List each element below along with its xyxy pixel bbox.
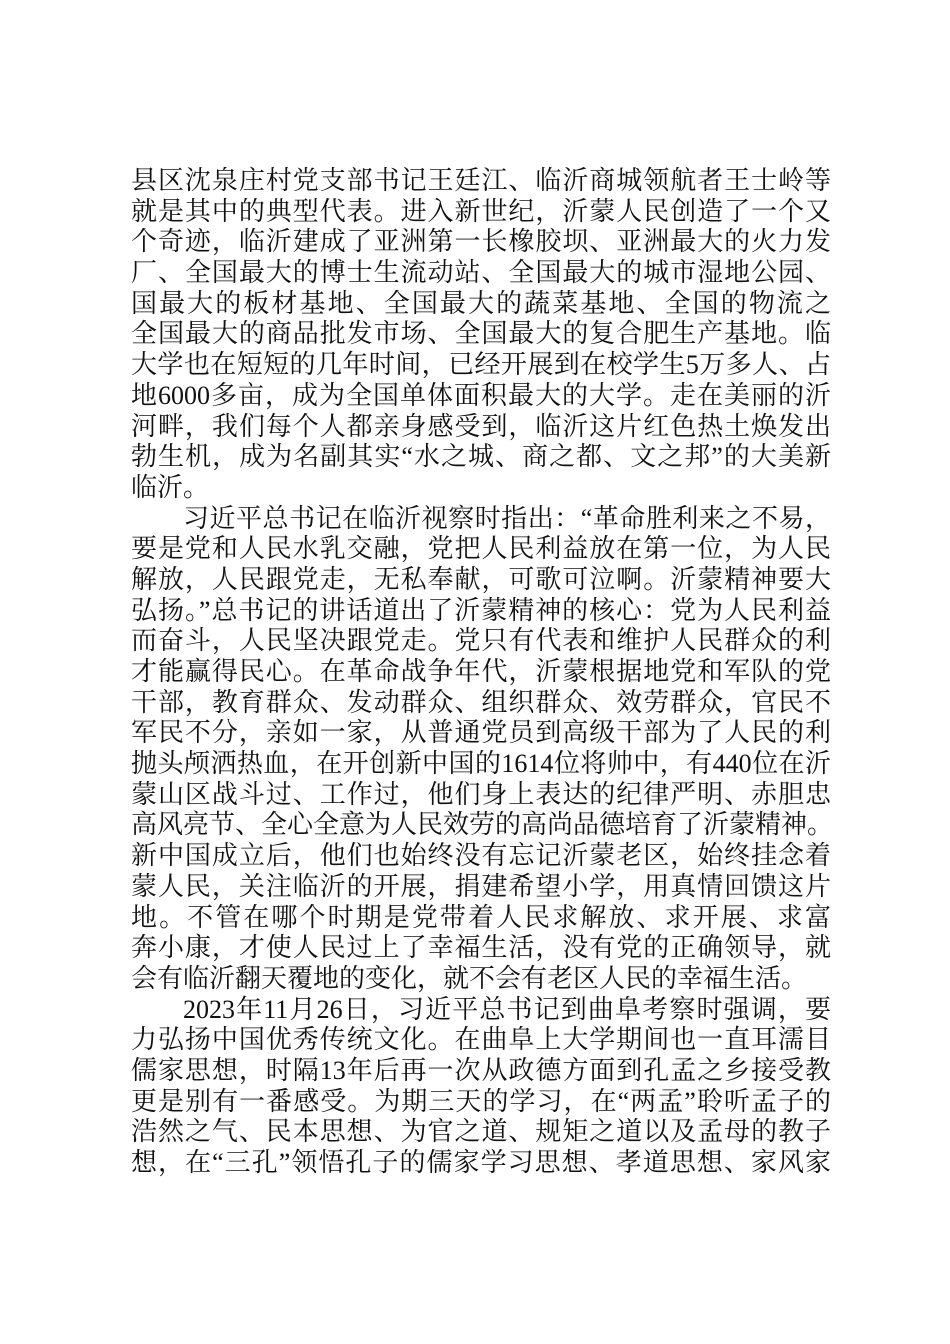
text-line: 解放，人民跟党走，无私奉献，可歌可泣啊。沂蒙精神要大 — [131, 564, 831, 594]
paragraph — [131, 166, 831, 504]
text-line: 地。不管在哪个时期是党带着人民求解放、求开展、求富 — [131, 902, 831, 932]
text-line: 就是其中的典型代表。进入新世纪，沂蒙人民创造了一个又 — [131, 196, 831, 226]
text-line: 干部，教育群众、发动群众、组织群众、效劳群众，官民不 — [131, 687, 831, 717]
paragraph — [131, 503, 834, 995]
paragraph — [131, 995, 831, 1179]
text-line: 全国最大的商品批发市场、全国最大的复合肥生产基地。临 — [131, 319, 831, 349]
text-line: 军民不分，亲如一家，从普通党员到高级干部为了人民的利 — [131, 718, 831, 748]
text-line: 浩然之气、民本思想、为官之道、规矩之道以及孟母的教子 — [131, 1117, 831, 1147]
text-line: 才能赢得民心。在革命战争年代，沂蒙根据地党和军队的党 — [131, 657, 831, 686]
text-line: 国最大的板材基地、全国最大的蔬菜基地、全国的物流之 — [131, 288, 831, 318]
text-line: 2023年11月26日，习近平总书记到曲阜考察时强调，要 — [183, 994, 831, 1024]
text-line: 弘扬。”总书记的讲话道出了沂蒙精神的核心：党为人民利益 — [131, 595, 831, 625]
text-line: 河畔，我们每个人都亲身感受到，临沂这片红色热土焕发出 — [131, 411, 831, 441]
document-page — [131, 166, 834, 1179]
text-line: 临沂。 — [131, 472, 210, 502]
text-line: 习近平总书记在临沂视察时指出：“革命胜利来之不易， — [183, 503, 831, 533]
text-line: 个奇迹，临沂建成了亚洲第一长橡胶坝、亚洲最大的火力发 — [131, 227, 831, 257]
text-line: 儒家思想，时隔13年后再一次从政德方面到孔孟之乡接受教 — [131, 1055, 831, 1085]
text-line: 高风亮节、全心全意为人民效劳的高尚品德培育了沂蒙精神。 — [131, 810, 834, 840]
text-line: 抛头颅洒热血，在开创新中国的1614位将帅中，有440位在沂 — [131, 749, 831, 779]
text-line: 而奋斗，人民坚决跟党走。党只有代表和维护人民群众的利 — [131, 626, 831, 656]
text-line: 勃生机，成为名副其实“水之城、商之都、文之邦”的大美新 — [131, 442, 831, 472]
text-line: 新中国成立后，他们也始终没有忘记沂蒙老区，始终挂念着 — [131, 841, 831, 871]
text-line: 厂、全国最大的博士生流动站、全国最大的城市湿地公园、 — [131, 258, 831, 288]
text-line: 大学也在短短的几年时间，已经开展到在校学生5万多人、占 — [131, 350, 831, 380]
text-line: 奔小康，才使人民过上了幸福生活，没有党的正确领导，就 — [131, 933, 831, 963]
text-line: 想，在“三孔”领悟孔子的儒家学习思想、孝道思想、家风家 — [131, 1148, 831, 1177]
text-line: 蒙山区战斗过、工作过，他们身上表达的纪律严明、赤胆忠 — [131, 779, 831, 809]
text-line: 县区沈泉庄村党支部书记王廷江、临沂商城领航者王士岭等 — [131, 166, 831, 195]
text-line: 力弘扬中国优秀传统文化。在曲阜上大学期间也一直耳濡目 — [131, 1025, 831, 1055]
text-line: 会有临沂翻天覆地的变化，就不会有老区人民的幸福生活。 — [131, 963, 808, 993]
text-line: 蒙人民，关注临沂的开展，捐建希望小学，用真情回馈这片 — [131, 871, 831, 901]
text-line: 要是党和人民水乳交融，党把人民利益放在第一位，为人民 — [131, 534, 831, 564]
text-line: 地6000多亩，成为全国单体面积最大的大学。走在美丽的沂 — [131, 380, 831, 410]
text-line: 更是别有一番感受。为期三天的学习，在“两孟”聆听孟子的 — [131, 1086, 831, 1116]
